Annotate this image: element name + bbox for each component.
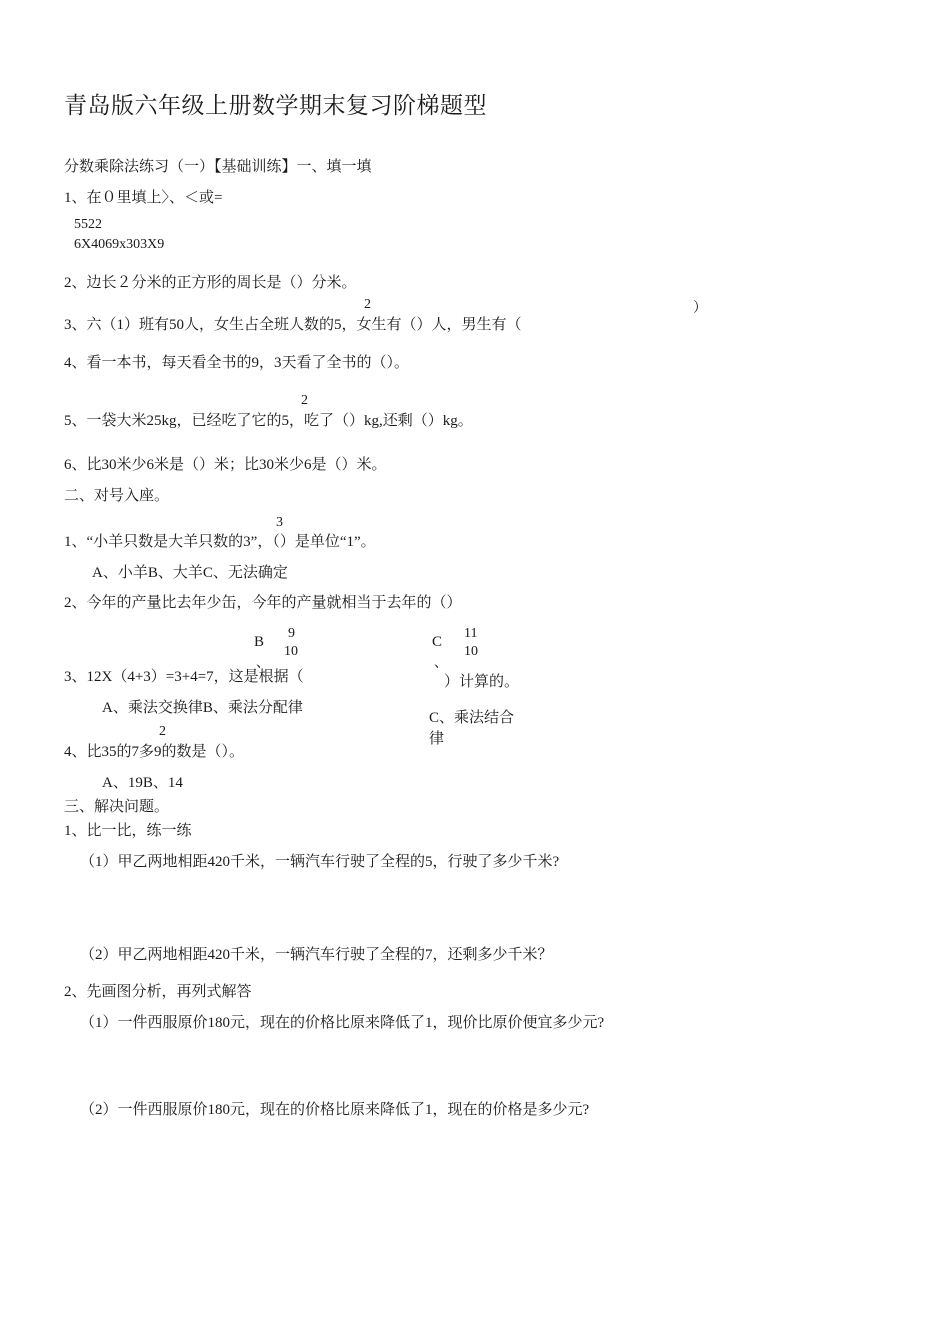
question-1-1: 1、在０里填上〉、＜或= [64, 190, 223, 206]
question-1-3-mark: ） [693, 301, 707, 316]
question-2-4: 4、比35的7多9的数是（）。 [64, 744, 245, 760]
question-1-1-line1: 5522 [74, 217, 102, 232]
question-2-3-option-c-line2: 律 [429, 731, 445, 747]
option-b-mark: 、 [256, 656, 270, 671]
question-1-4: 4、看一本书，每天看全书的9，3天看了全书的（）。 [64, 355, 410, 371]
option-b-denominator: 10 [284, 644, 298, 659]
question-1-5-fraction: 2 [301, 393, 308, 408]
option-c-label: C [432, 634, 443, 650]
question-2-3-options: A、乘法交换律B、乘法分配律 [102, 700, 303, 716]
problem-3-2: 2、先画图分析，再列式解答 [64, 984, 252, 1000]
option-c-numerator: 11 [464, 626, 478, 641]
question-2-1-fraction: 3 [276, 515, 283, 530]
problem-3-1-a: （1）甲乙两地相距420千米，一辆汽车行驶了全程的5，行驶了多少千米? [80, 854, 560, 870]
question-2-3-tail: ）计算的。 [444, 674, 520, 690]
page-title: 青岛版六年级上册数学期末复习阶梯题型 [64, 93, 487, 118]
option-c-denominator: 10 [464, 644, 478, 659]
question-1-3-fraction: 2 [364, 297, 371, 312]
question-1-1-line2: 6X4069x303X9 [74, 237, 165, 252]
question-2-3-option-c-line1: C、乘法结合 [429, 710, 515, 726]
question-2-2: 2、今年的产量比去年少缶，今年的产量就相当于去年的（） [64, 595, 462, 611]
part-3-heading: 三、解决问题。 [64, 799, 170, 815]
option-b-label: B [254, 634, 265, 650]
problem-3-1-b: （2）甲乙两地相距420千米，一辆汽车行驶了全程的7，还剩多少千米？ [80, 947, 553, 963]
problem-3-1: 1、比一比，练一练 [64, 823, 192, 839]
question-2-1: 1、“小羊只数是大羊只数的3”，（）是单位“1”。 [64, 534, 376, 550]
question-1-5: 5、一袋大米25kg，已经吃了它的5，吃了（）kg,还剩（）kg。 [64, 413, 473, 429]
part-2-heading: 二、对号入座。 [64, 488, 170, 504]
question-2-3: 3、12X（4+3）=3+4=7，这是根据（ [64, 669, 304, 685]
section-header: 分数乘除法练习（一）【基础训练】一、填一填 [64, 159, 372, 175]
question-2-1-options: A、小羊B、大羊C、无法确定 [92, 565, 288, 581]
question-1-3: 3、六（1）班有50人，女生占全班人数的5，女生有（）人，男生有（ [64, 317, 522, 333]
question-1-2: 2、边长２分米的正方形的周长是（）分米。 [64, 275, 357, 291]
problem-3-2-b: （2）一件西服原价180元，现在的价格比原来降低了1，现在的价格是多少元? [80, 1102, 590, 1118]
problem-3-2-a: （1）一件西服原价180元，现在的价格比原来降低了1，现价比原价便宜多少元? [80, 1015, 605, 1031]
option-c-mark: 、 [434, 656, 448, 671]
option-b-numerator: 9 [288, 626, 295, 641]
question-1-6: 6、比30米少6米是（）米；比30米少6是（）米。 [64, 457, 387, 473]
question-2-4-fraction: 2 [159, 724, 166, 739]
question-2-4-options: A、19B、14 [102, 775, 183, 791]
